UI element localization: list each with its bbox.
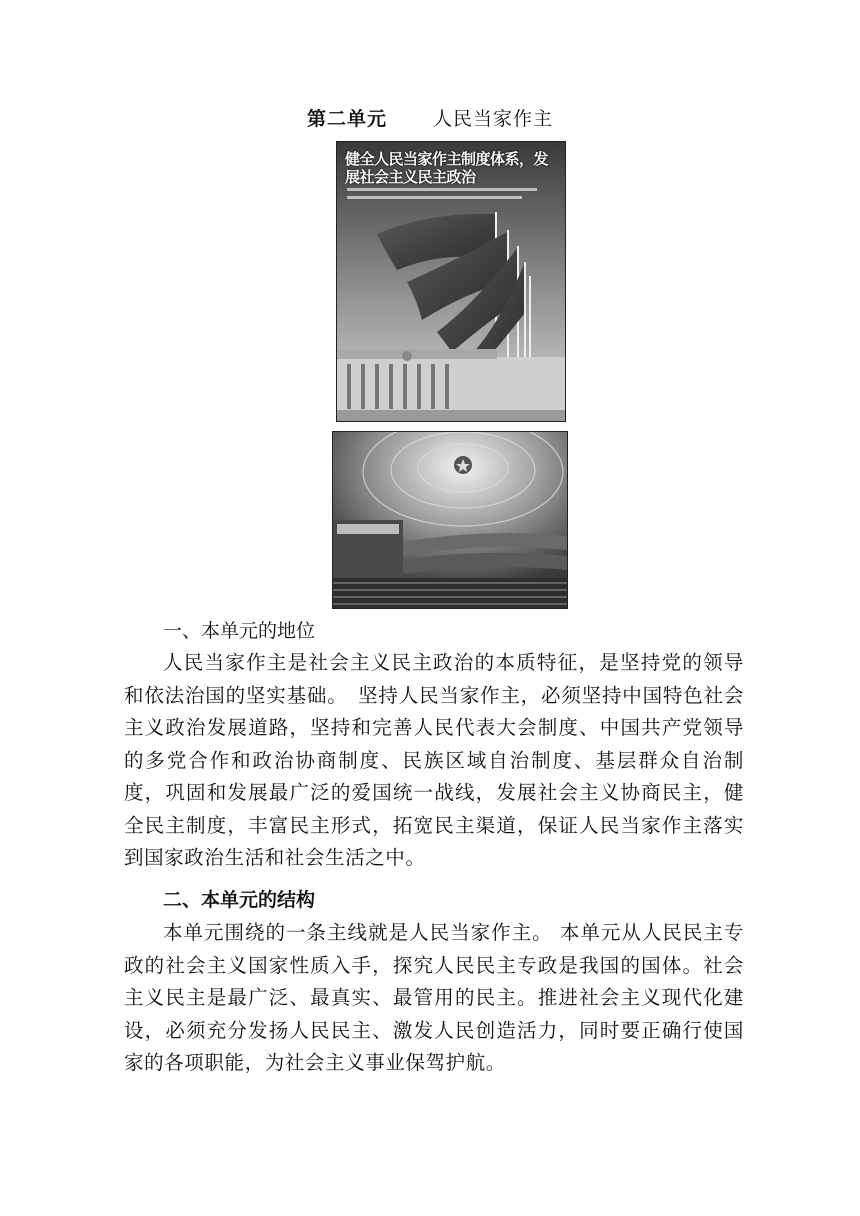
section2-body: 本单元围绕的一条主线就是人民当家作主。 本单元从人民民主专政的社会主义国家性质入手，探究人民民主专政是我国的国体。社会主义民主是最广泛、最真实、最管用的民主。推进社会主义现代化建设，必须充分发扬人民民主、激发人民创造活力，同时要正确行使国家的各项职能，为社会主义事业保驾护航。	[124, 921, 744, 1074]
section1-body: 人民当家作主是社会主义民主政治的本质特征，是坚持党的领导和依法治国的坚实基础。 坚持人民当家作主，必须坚持中国特色社会主义政治发展道路，坚持和完善人民代表大会制度、中国共产党领导的多党合作和政治协商制度、民族区域自治制度、基层群众自治制度，巩固和发展最广泛的爱国统一战线，发展社会主义协商民主，健全民主制度，丰富民主形式，拓宽民主渠道，保证人民当家作主落实到国家政治生活和社会生活之中。	[124, 651, 744, 869]
unit-number: 第二单元	[306, 108, 387, 130]
unit-subject: 人民当家作主	[433, 108, 554, 130]
section1-heading: 一、本单元的地位	[163, 620, 316, 642]
figure-caption: 健全人民当家作主制度体系，发展社会主义民主政治	[345, 150, 549, 186]
page-title	[0, 104, 860, 131]
hall-interior-photo	[333, 432, 567, 608]
section2-heading: 二、本单元的结构	[163, 889, 316, 911]
figure-flags-great-hall	[336, 141, 566, 422]
figure-great-hall-interior	[332, 431, 568, 609]
